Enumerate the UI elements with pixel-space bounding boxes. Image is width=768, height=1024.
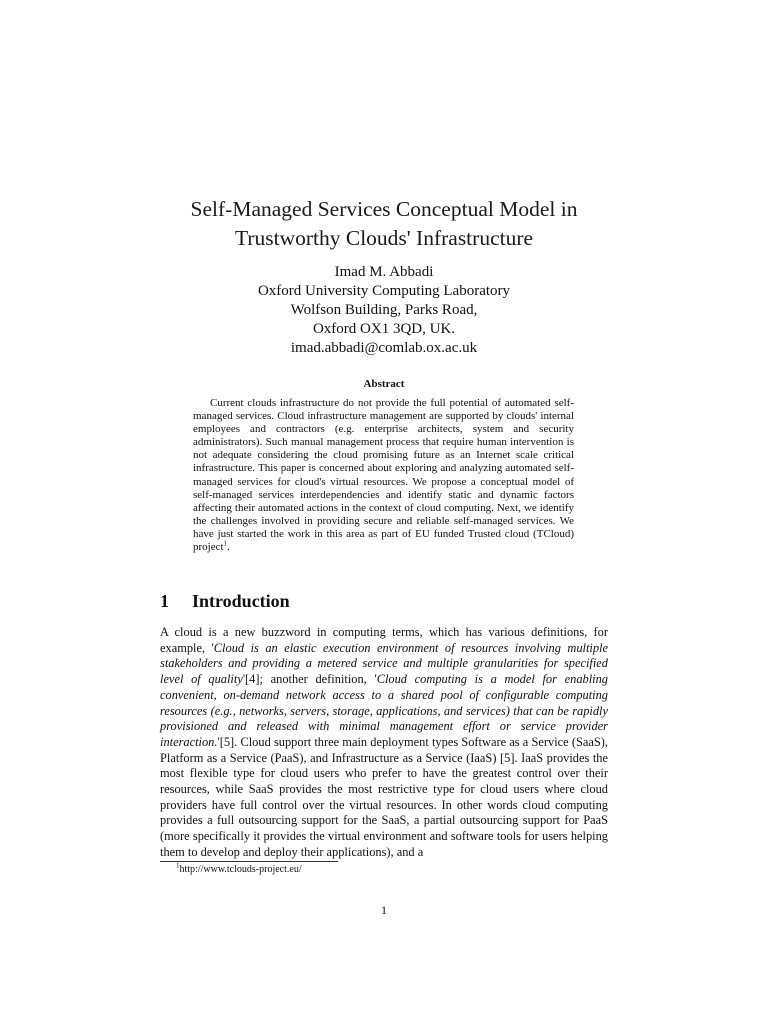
footnote-rule [160, 861, 338, 862]
footnote [176, 861, 302, 875]
author-address-line-2: Oxford OX1 3QD, UK. [312, 321, 456, 337]
footnote-number: 1 [176, 861, 180, 870]
author-affiliation: Oxford University Computing Laboratory [257, 283, 511, 299]
intro-text-1: A cloud is a new buzzword in computing terms, which has various definitions, for example, ' [160, 625, 608, 655]
intro-quote-1: Cloud is an elastic execution environment of resources involving multiple stakeholders and providing a metered service and multiple granularities for specified level of quality [160, 640, 608, 687]
abstract-body [193, 397, 574, 554]
intro-text-3: '[5]. Cloud support three main deployment types Software as a Service (SaaS), Platform as a Service (PaaS), and Infrastructure as a Service (IaaS) [5]. IaaS provides the most flexible type for cloud users who prefer to have the greatest control over their resources, while SaaS provides the most restrictive type for cloud users where cloud providers have full control over the virtual resources. In other words cloud computing provides a full outsourcing support for the SaaS, a partial outsourcing support for PaaS (more specifically it provides the virtual environment and software tools for users helping them to develop and deploy their applications), and a [160, 734, 608, 859]
author-block [160, 263, 608, 358]
footnote-marker: 1 [223, 539, 228, 548]
author-email: imad.abbadi@comlab.ox.ac.uk [290, 340, 478, 356]
title-line-2: Trustworthy Clouds' Infrastructure [234, 226, 534, 250]
paper-title [160, 195, 608, 253]
section-number: 1 [160, 591, 169, 611]
introduction-body [160, 625, 608, 861]
abstract-paragraph [193, 397, 574, 554]
abstract-end: . [227, 541, 230, 554]
footnote-link[interactable]: http://www.tclouds-project.eu/ [179, 864, 302, 875]
author-name: Imad M. Abbadi [334, 264, 434, 280]
section-title: Introduction [192, 591, 290, 611]
author-address-line-1: Wolfson Building, Parks Road, [290, 302, 478, 318]
page-number: 1 [381, 903, 387, 917]
introduction-paragraph [160, 625, 608, 861]
abstract-heading: Abstract [363, 378, 405, 390]
intro-text-2: '[4]; another definition, ' [242, 672, 377, 687]
section-heading [160, 591, 290, 612]
intro-quote-2: Cloud computing is a model for enabling convenient, on-demand network access to a shared pool of configurable computing resources (e.g., networks, servers, storage, applications, and services) that can be rapidly provisioned and released with minimal management effort or service provider interaction. [160, 672, 608, 749]
title-line-1: Self-Managed Services Conceptual Model in [190, 197, 578, 221]
abstract-text: Current clouds infrastructure do not provide the full potential of automated self-managed services. Cloud infrastructure management are supported by clouds' internal employees and contractors (e.g. enterprise architects, system and security administrators). Such manual management process that require human intervention is not adequate considering the cloud promising future as an Internet scale critical infrastructure. This paper is concerned about exploring and analyzing automated self-managed services for cloud's virtual resources. We propose a conceptual model of self-managed services interdependencies and identify static and dynamic factors affecting their automated actions in the context of cloud computing. Next, we identify the challenges involved in providing secure and reliable self-managed services. We have just started the work in this area as part of EU funded Trusted cloud (TCloud) project [193, 397, 574, 554]
